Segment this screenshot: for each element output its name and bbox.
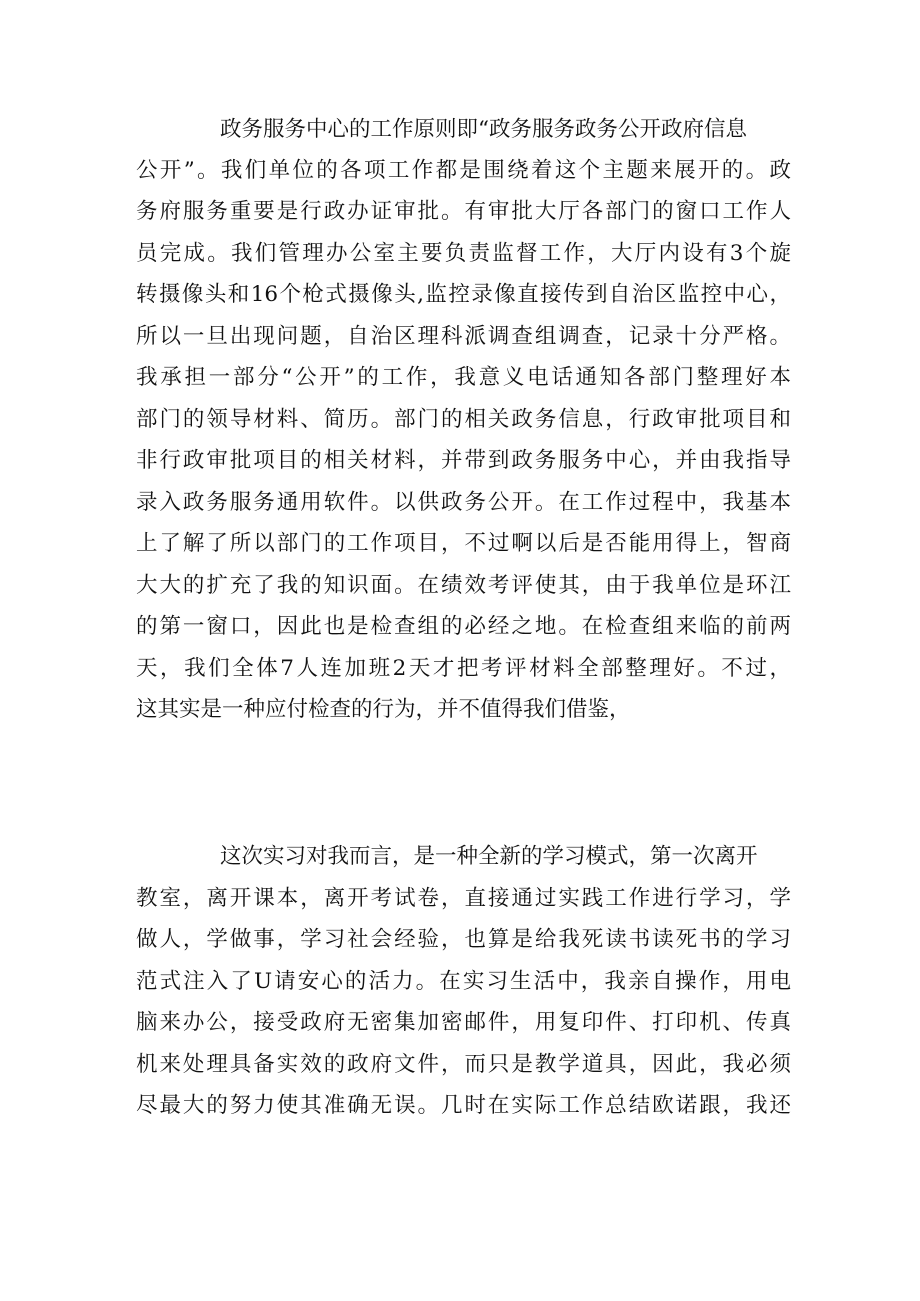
paragraph-line: 脑来办公，接受政府无密集加密邮件，用复印件、打印机、传真	[136, 1010, 791, 1035]
paragraph-line: 大大的扩充了我的知识面。在绩效考评使其，由于我单位是环江	[136, 573, 791, 598]
paragraph-line: 机来处理具备实效的政府文件，而只是教学道具，因此，我必须	[136, 1052, 791, 1077]
paragraph-line: 教室，离开课本，离开考试卷，直接通过实践工作进行学习，学	[136, 886, 791, 911]
paragraph-line: 做人，学做事，学习社会经验，也算是给我死读书读死书的学习	[136, 927, 791, 952]
paragraph-line: 政务服务中心的工作原则即“政务服务政务公开政府信息	[220, 117, 747, 142]
paragraph-line: 上了解了所以部门的工作项目，不过啊以后是否能用得上，智商	[136, 531, 791, 556]
paragraph-line: 的第一窗口，因此也是检查组的必经之地。在检查组来临的前两	[136, 614, 791, 639]
paragraph-line: 公开”。我们单位的各项工作都是围绕着这个主题来展开的。政	[136, 158, 791, 183]
paragraph-line: 非行政审批项目的相关材料，并带到政务服务中心，并由我指导	[136, 448, 791, 473]
paragraph-line: 范式注入了U请安心的活力。在实习生活中，我亲自操作，用电	[136, 969, 791, 994]
paragraph-line: 这其实是一种应付检查的行为，并不值得我们借鉴，	[136, 697, 631, 722]
paragraph-line: 尽最大的努力使其准确无误。几时在实际工作总结欧诺跟，我还	[136, 1093, 791, 1118]
paragraph-line: 录入政务服务通用软件。以供政务公开。在工作过程中，我基本	[136, 490, 791, 515]
paragraph-line: 所以一旦出现问题，自治区理科派调查组调查，记录十分严格。	[136, 324, 791, 349]
paragraph-line: 转摄像头和16个枪式摄像头,监控录像直接传到自治区监控中心，	[136, 282, 791, 307]
paragraph-line: 部门的领导材料、简历。部门的相关政务信息，行政审批项目和	[136, 407, 791, 432]
paragraph-line: 这次实习对我而言，是一种全新的学习模式，第一次离开	[220, 844, 758, 869]
paragraph-line: 天，我们全体7人连加班2天才把考评材料全部整理好。不过，	[136, 656, 791, 681]
paragraph-line: 员完成。我们管理办公室主要负责监督工作，大厅内设有3个旋	[136, 241, 791, 266]
paragraph-line: 我承担一部分“公开”的工作，我意义电话通知各部门整理好本	[136, 365, 791, 390]
paragraph-line: 务府服务重要是行政办证审批。有审批大厅各部门的窗口工作人	[136, 199, 791, 224]
